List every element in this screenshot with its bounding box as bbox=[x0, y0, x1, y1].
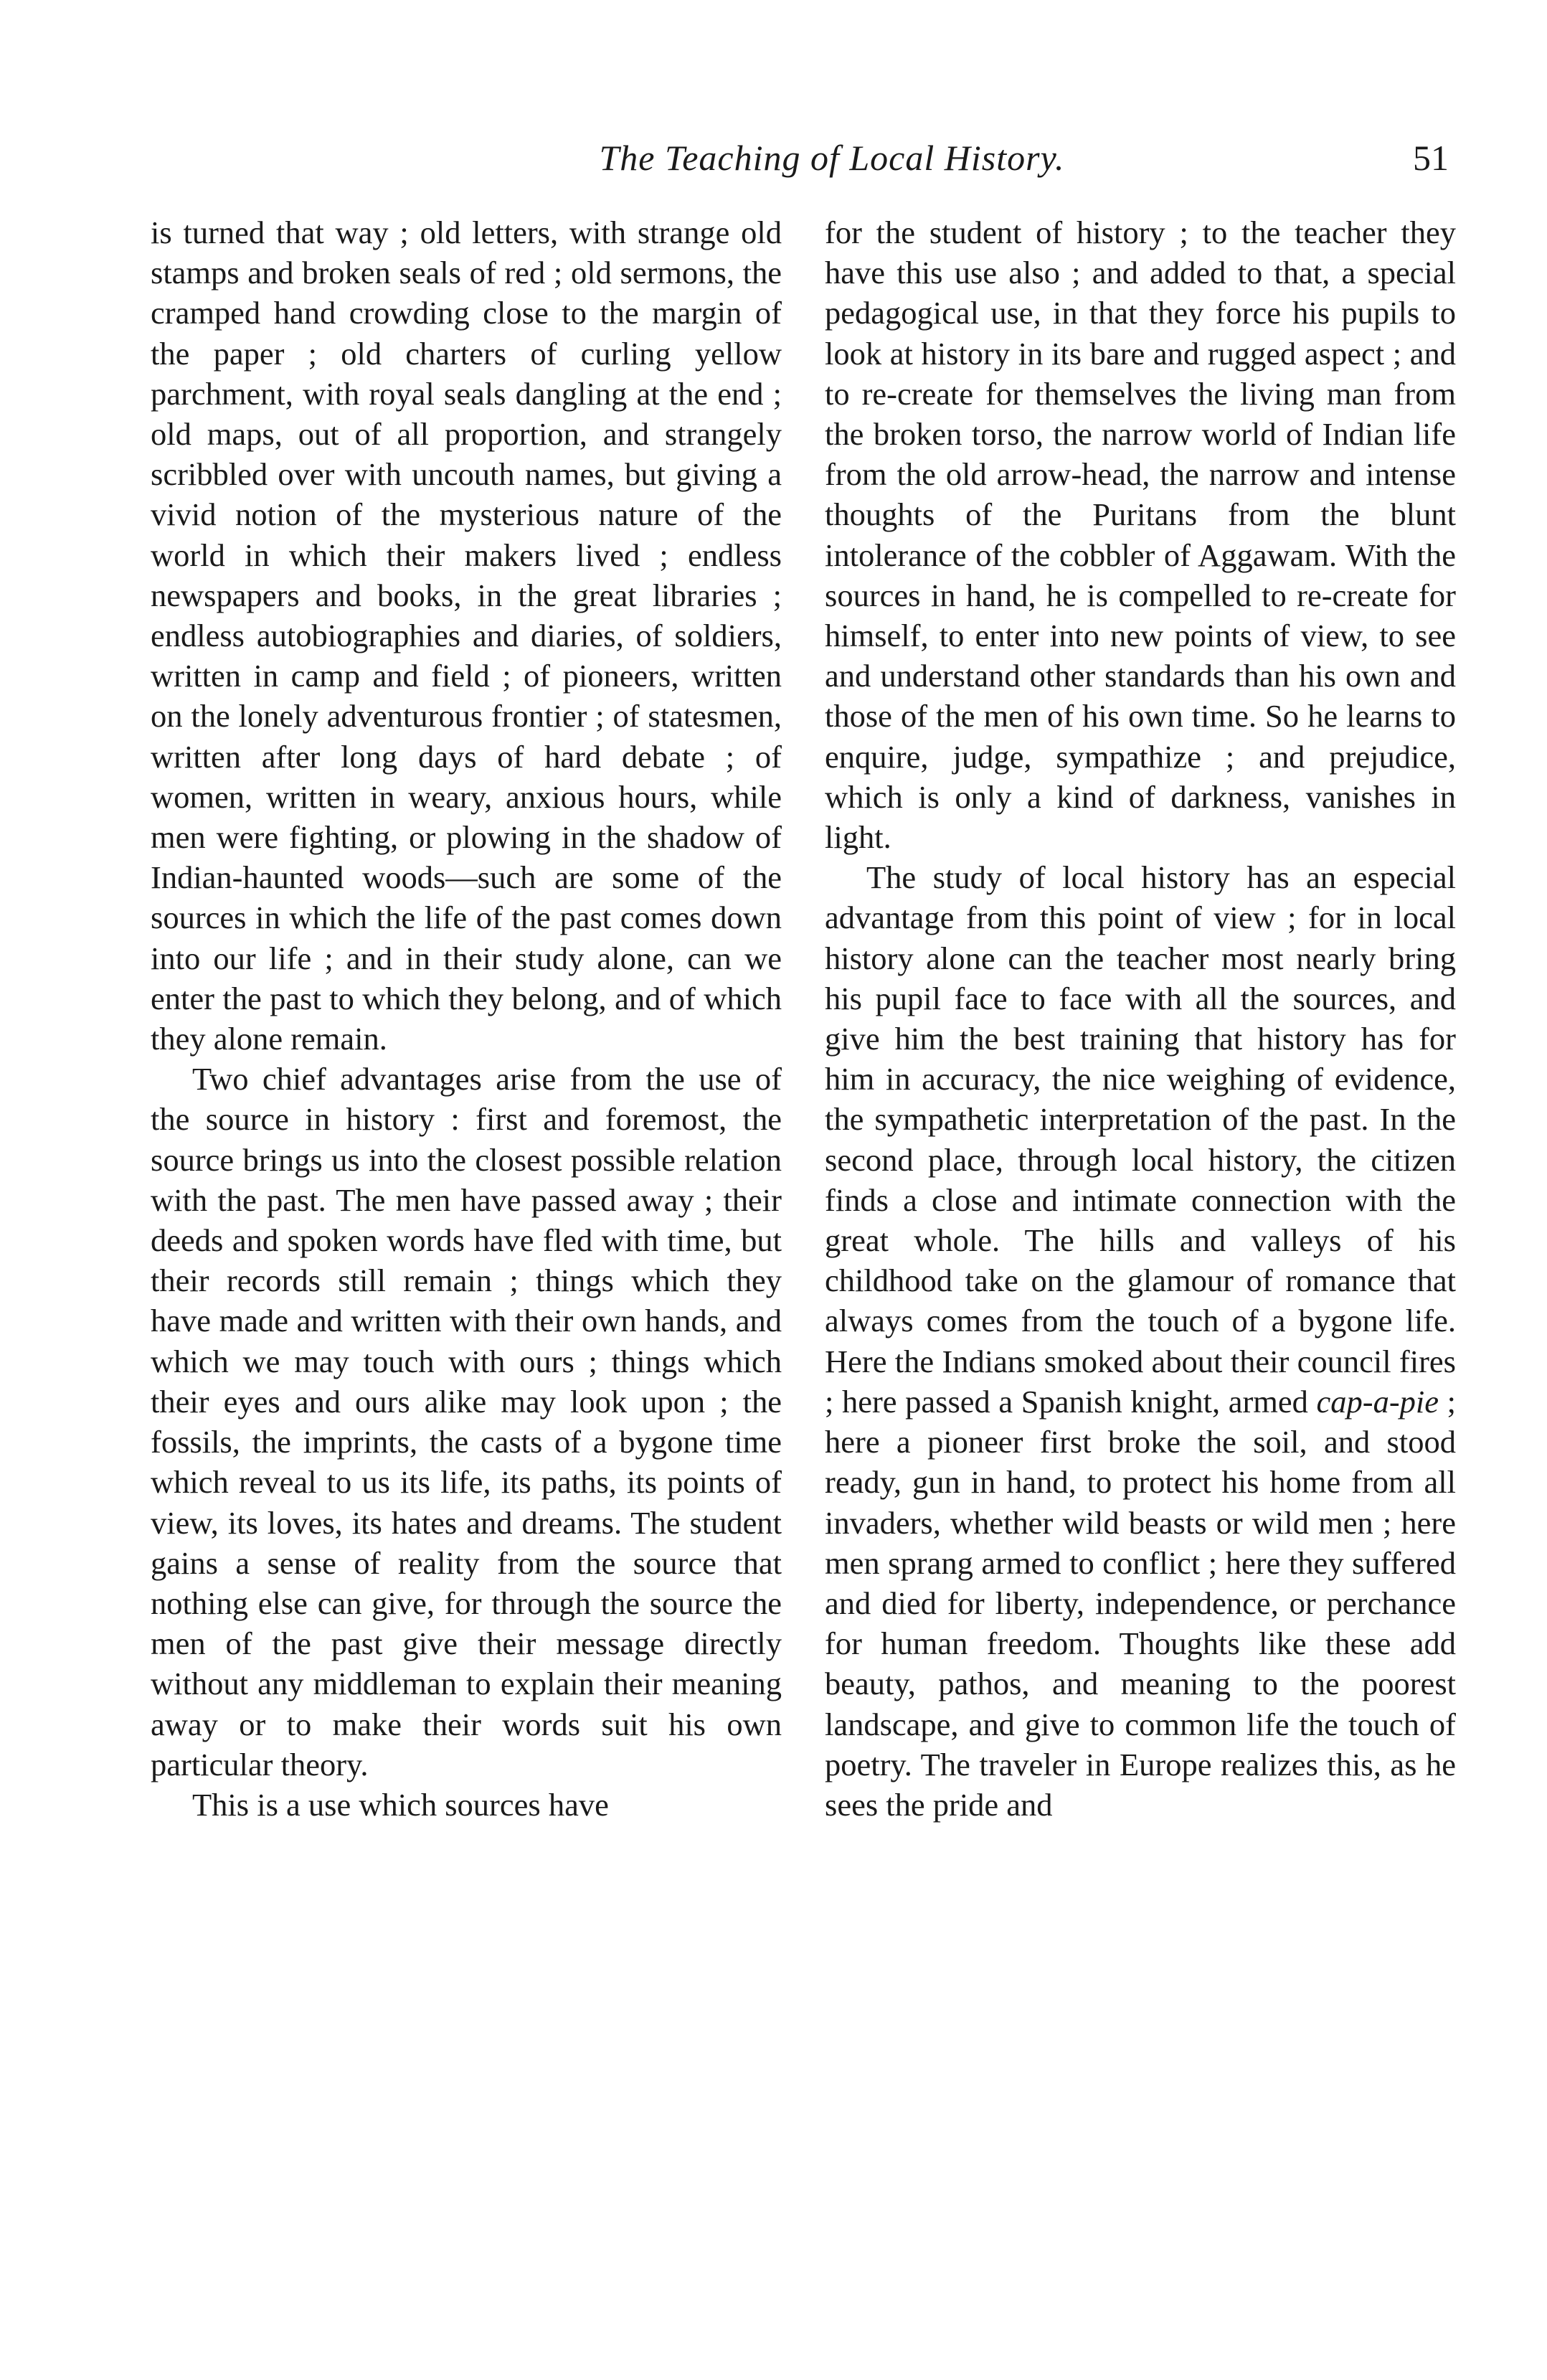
italic-phrase: cap-a-pie bbox=[1316, 1383, 1439, 1420]
column-divider bbox=[802, 222, 803, 2288]
right-paragraph-1: for the student of history ; to the teacher they have this use also ; and added to that, a special pedagogical use, in that they force his pupils to look at history in its bare and rugged aspect ; and to re-create for themselves the living man from the broken torso, the narrow world of Indian life from the old arrow-head, the narrow and intense thoughts of the Puritans from the blunt intolerance of the cobbler of Aggawam. With the sources in hand, he is compelled to re-create for himself, to enter into new points of view, to see and understand other standards than his own and those of the men of his own time. So he learns to enquire, judge, sympathize ; and prejudice, which is only a kind of darkness, vanishes in light. bbox=[825, 214, 1456, 856]
right-paragraph-2 bbox=[825, 857, 1456, 1825]
left-column bbox=[151, 212, 782, 1825]
left-paragraph-1: is turned that way ; old letters, with strange old stamps and broken seals of red ; old sermons, the cramped hand crowding close to the margin of the paper ; old charters of curling yellow parchment, with royal seals dangling at the end ; old maps, out of all proportion, and strangely scribbled over with uncouth names, but giving a vivid notion of the mysterious nature of the world in which their makers lived ; endless newspapers and books, in the great libraries ; endless autobiographies and diaries, of soldiers, written in camp and field ; of pioneers, written on the lonely adventurous frontier ; of statesmen, written after long days of hard debate ; of women, written in weary, anxious hours, while men were fighting, or plowing in the shadow of Indian-haunted woods—such are some of the sources in which the life of the past comes down into our life ; and in their study alone, can we enter the past to which they belong, and of which they alone remain. bbox=[151, 214, 782, 1057]
running-header bbox=[473, 129, 1449, 186]
right-paragraph-2-text-a: The study of local history has an especial advantage from this point of view ; for in local history alone can the teacher most nearly bring his pupil face to face with all the sources, and give him the best training that history has for him in accuracy, the nice weighing of evidence, the sympathetic interpretation of the past. In the second place, through local history, the citizen finds a close and intimate connection with the great whole. The hills and valleys of his childhood take on the glamour of romance that always comes from the touch of a bygone life. Here the Indians smoked about their council fires ; here passed a Spanish knight, armed bbox=[825, 859, 1456, 1420]
left-paragraph-3: This is a use which sources have bbox=[192, 1786, 609, 1823]
page-number: 51 bbox=[1413, 138, 1449, 178]
right-paragraph-2-text-b: ; here a pioneer first broke the soil, and stood ready, gun in hand, to protect his home from all invaders, whether wild beasts or wild men ; here men sprang armed to conflict ; here they suffered and died for liberty, independence, or perchance for human freedom. Thoughts like these add beauty, pathos, and meaning to the poorest landscape, and give to common life the touch of poetry. The traveler in Europe realizes this, as he sees the pride and bbox=[825, 1383, 1456, 1823]
running-title: The Teaching of Local History. bbox=[599, 138, 1065, 178]
left-paragraph-2: Two chief advantages arise from the use of the source in history : first and foremost, the source brings us into the closest possible relation with the past. The men have passed away ; their deeds and spoken words have fled with time, but their records still remain ; things which they have made and written with their own hands, and which we may touch with ours ; things which their eyes and ours alike may look upon ; the fossils, the imprints, the casts of a bygone time which reveal to us its life, its paths, its points of view, its loves, its hates and dreams. The student gains a sense of reality from the source that nothing else can give, for through the source the men of the past give their message directly without any middleman to explain their meaning away or to make their words suit his own particular theory. bbox=[151, 1061, 782, 1782]
right-column bbox=[825, 212, 1456, 1825]
